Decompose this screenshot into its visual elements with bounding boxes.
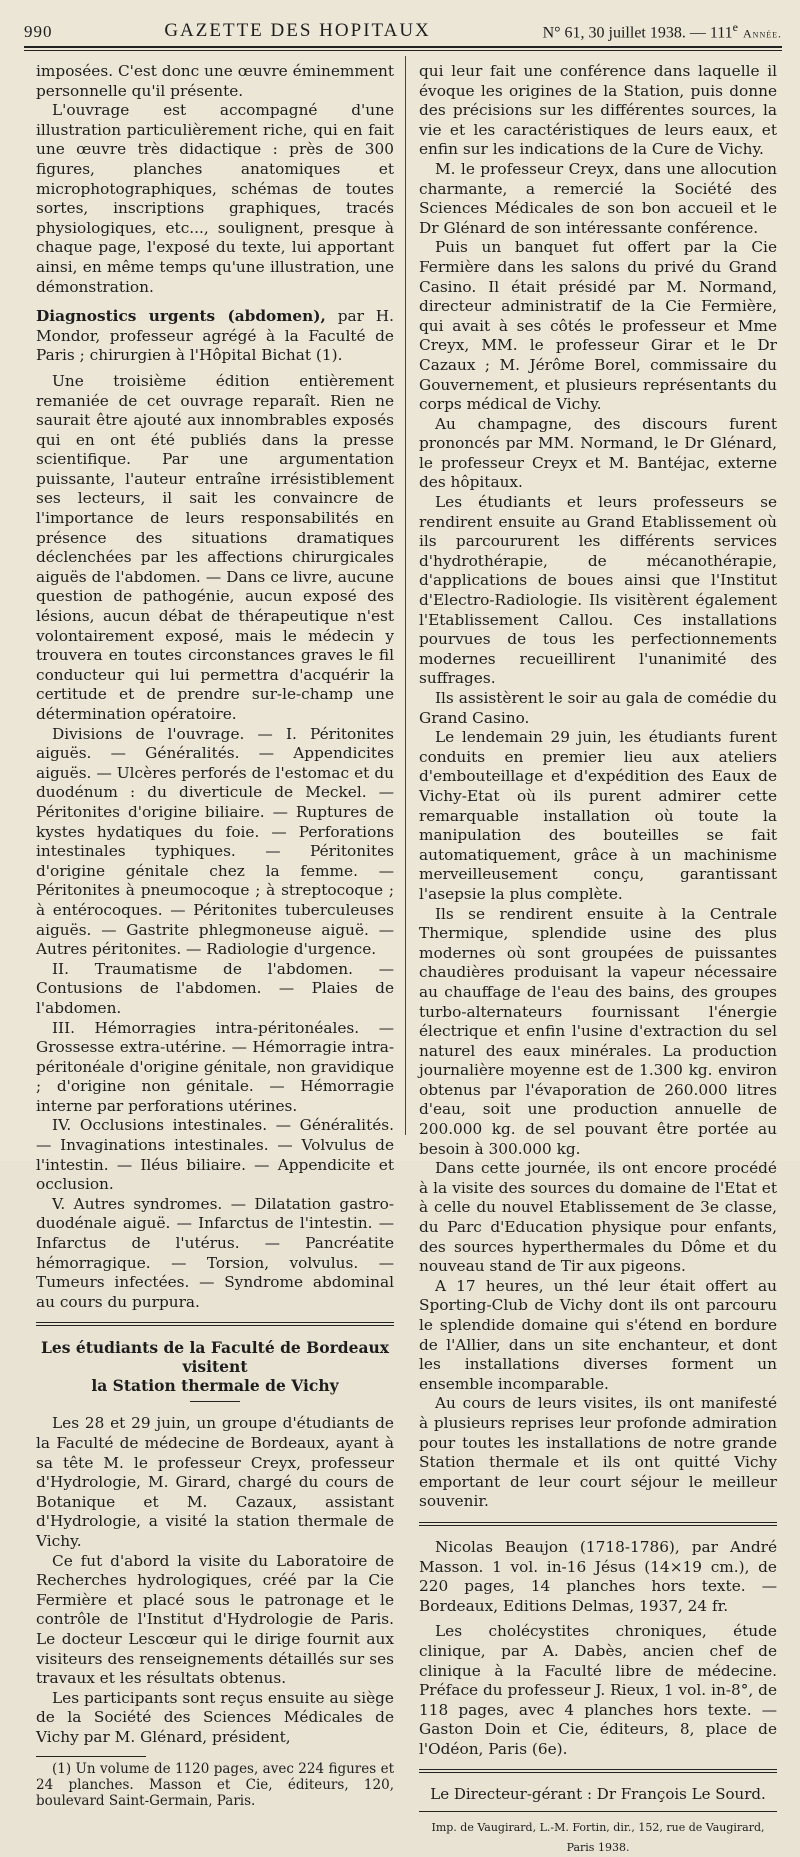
left-column	[36, 62, 394, 1809]
printer-imprint: Imp. de Vaugirard, L.-M. Fortin, dir., 152, rue de Vaugirard, Paris 1938.	[431, 1821, 765, 1854]
paragraph: M. le professeur Creyx, dans une allocution charmante, a remercié la Société des Sciences Médicales de son bon accueil et le Dr Glénard de son intéressante conférence.	[419, 159, 777, 237]
paragraph: Au cours de leurs visites, ils ont manifesté à plusieurs reprises leur profonde admiration pour toutes les installations de notre grande Station thermale et ils ont quitté Vichy emportant de leur court séjour le meilleur souvenir.	[419, 1394, 777, 1511]
paragraph: Dans cette journée, ils ont encore procédé à la visite des sources du domaine de l'Etat et à celle du nouvel Etablissement de 3e classe, du Parc d'Education physique pour enfants, des sources hyperthermales du Dôme et du nouveau stand de Tir aux pigeons.	[419, 1159, 777, 1276]
paragraph: Une troisième édition entièrement remaniée de cet ouvrage reparaît. Rien ne saurait être ajouté aux innombrables exposés qui en ont été publiés dans la presse scientifique. Par une argumentation puissante, l'auteur entraîne irrésistiblement ses lecteurs, il sait les convaincre de l'importance de leurs responsabilités en présence des situations dramatiques déclenchées par les affections chirurgicales aiguës de l'abdomen. — Dans ce livre, aucune question de pathogénie, aucun exposé des lésions, aucun débat de thérapeutique n'est volontairement exposé, mais le médecin y trouvera en toutes circonstances graves le fil conducteur qui lui permettra d'acquérir la certitude et de prendre sur-le-champ une détermination opératoire.	[36, 371, 394, 723]
short-rule	[190, 1401, 240, 1402]
paragraph: Ce fut d'abord la visite du Laboratoire de Recherches hydrologiques, créé par la Cie Fermière et placé sous le patronage et le contrôle de l'Institut d'Hydrologie de Paris. Le docteur Lescœur qui le dirige fournit aux visiteurs des renseignements détaillés sur ses travaux et les résultats obtenus.	[36, 1551, 394, 1688]
paragraph: imposées. C'est donc une œuvre éminemment personnelle qu'il présente.	[36, 62, 394, 100]
paragraph: Les 28 et 29 juin, un groupe d'étudiants de la Faculté de médecine de Bordeaux, ayant à sa tête M. le professeur Creyx, professeur d'Hydrologie, M. Girard, chargé du cours de Botanique et M. Cazaux, assistant d'Hydrologie, a visité la station thermale de Vichy.	[36, 1414, 394, 1550]
imprint-rule	[419, 1811, 777, 1812]
page-header	[24, 6, 782, 42]
right-column	[419, 62, 777, 1854]
paragraph: II. Traumatisme de l'abdomen. — Contusions de l'abdomen. — Plaies de l'abdomen.	[36, 959, 394, 1017]
review-title: Diagnostics urgents (abdomen),	[36, 307, 326, 326]
header-rule-thin	[24, 50, 782, 51]
article-title: Les étudiants de la Faculté de Bordeaux visitent la Station thermale de Vichy	[40, 1338, 390, 1396]
paragraph: L'ouvrage est accompagné d'une illustration particulièrement riche, qui en fait une œuvre très didactique : près de 300 figures, planches anatomiques et microphotographiques, schémas de toutes sortes, inscriptions graphiques, tracés physiologiques, etc..., soulignent, presque à chaque page, l'exposé du texte, lui apportant ainsi, en même temps qu'une illustration, une démonstration.	[36, 101, 394, 296]
paragraph: A 17 heures, un thé leur était offert au Sporting-Club de Vichy dont ils ont parcouru le splendide domaine qui s'étend en bordure de l'Allier, dans un site enchanteur, et dont les installations diverses forment un ensemble incomparable.	[419, 1276, 777, 1393]
section-separator	[36, 1322, 394, 1326]
book-review: Nicolas Beaujon (1718-1786), par André Masson. 1 vol. in-16 Jésus (14×19 cm.), de 220 pages, 14 planches hors texte. — Bordeaux, Editions Delmas, 1937, 24 fr.	[419, 1537, 777, 1615]
footnote: (1) Un volume de 1120 pages, avec 224 figures et 24 planches. Masson et Cie, éditeurs, 120, boulevard Saint-Germain, Paris.	[36, 1760, 394, 1809]
column-divider	[405, 56, 406, 1135]
book-review-heading	[36, 307, 394, 366]
paragraph: Divisions de l'ouvrage. — I. Péritonites aiguës. — Généralités. — Appendicites aiguës. — Ulcères perforés de l'estomac et du duodénum : du diverticule de Meckel. — Péritonites d'origine biliaire. — Ruptures de kystes hydatiques du foie. — Perforations intestinales typhiques. — Péritonites d'origine génitale chez la femme. — Péritonites à pneumocoque ; à streptocoque ; à entérocoques. — Péritonites tuberculeuses aiguës. — Gastrite phlegmoneuse aiguë. — Autres péritonites. — Radiologie d'urgence.	[36, 724, 394, 959]
review-author: par H. Mondor, professeur agrégé à la Faculté de Paris ; chirurgien à l'Hôpital Bichat (1).	[36, 307, 394, 365]
paragraph: V. Autres syndromes. — Dilatation gastro-duodénale aiguë. — Infarctus de l'intestin. — Infarctus de l'utérus. — Pancréatite hémorragique. — Torsion, volvulus. — Tumeurs infectées. — Syndrome abdominal au cours du purpura.	[36, 1194, 394, 1311]
paragraph: Le lendemain 29 juin, les étudiants furent conduits en premier lieu aux ateliers d'embouteillage et d'expédition des Eaux de Vichy-Etat où ils purent admirer cette remarquable installation où toute la manipulation des bouteilles se fait automatiquement, grâce à un machinisme merveilleusement conçu, garantissant l'asepsie la plus complète.	[419, 728, 777, 903]
book-review: Les cholécystites chroniques, étude clinique, par A. Dabès, ancien chef de clinique à la Faculté libre de médecine. Préface du professeur J. Rieux, 1 vol. in-8°, de 118 pages, avec 4 planches hors texte. — Gaston Doin et Cie, éditeurs, 8, place de l'Odéon, Paris (6e).	[419, 1622, 777, 1758]
paragraph: Les étudiants et leurs professeurs se rendirent ensuite au Grand Etablissement où ils parcoururent les différents services d'hydrothérapie, de mécanothérapie, d'applications de boues ainsi que l'Institut d'Electro-Radiologie. Ils visitèrent également l'Etablissement Callou. Ces installations pourvues de tous les perfectionnements modernes recueillirent l'unanimité des suffrages.	[419, 493, 777, 688]
footnote-rule	[36, 1756, 146, 1757]
paragraph: III. Hémorragies intra-péritonéales. — Grossesse extra-utérine. — Hémorragie intra-péritonéale d'origine génitale, non gravidique ; d'origine non génitale. — Hémorragie interne par perforations utérines.	[36, 1018, 394, 1115]
section-separator	[419, 1769, 777, 1773]
paragraph: qui leur fait une conférence dans laquelle il évoque les origines de la Station, puis donne des précisions sur les différentes sources, la vie et les caractéristiques de leurs eaux, et enfin sur les indications de la Cure de Vichy.	[419, 62, 777, 159]
director-signature: Le Directeur-gérant : Dr François Le Sourd.	[430, 1785, 766, 1804]
paragraph: Ils assistèrent le soir au gala de comédie du Grand Casino.	[419, 689, 777, 727]
header-rule	[24, 46, 782, 48]
section-separator	[419, 1522, 777, 1526]
page-number: 990	[24, 22, 53, 41]
paragraph: Ils se rendirent ensuite à la Centrale Thermique, splendide usine des plus modernes où sont groupées de puissantes chaudières produisant la vapeur nécessaire au chauffage de l'eau des bains, des groupes turbo-alternateurs fournissant l'énergie électrique et enfin l'usine d'extraction du sel naturel des eaux minérales. La production journalière moyenne est de 1.300 kg. environ obtenus par l'évaporation de 260.000 litres d'eau, soit une production annuelle de 200.000 kg. de sel pouvant être portée au besoin à 300.000 kg.	[419, 904, 777, 1158]
issue-info: N° 61, 30 juillet 1938. — 111e Année.	[542, 19, 782, 41]
paragraph: Au champagne, des discours furent prononcés par MM. Normand, le Dr Glénard, le professeur Creyx et M. Bantéjac, externe des hôpitaux.	[419, 414, 777, 492]
journal-title: GAZETTE DES HOPITAUX	[164, 20, 431, 41]
paragraph: Puis un banquet fut offert par la Cie Fermière dans les salons du privé du Grand Casino. Il était présidé par M. Normand, directeur administratif de la Cie Fermière, qui avait à ses côtés le professeur et Mme Creyx, MM. le professeur Girar et le Dr Cazaux ; M. Jérôme Borel, commissaire du Gouvernement, et plusieurs représentants du corps médical de Vichy.	[419, 238, 777, 414]
paragraph: IV. Occlusions intestinales. — Généralités. — Invaginations intestinales. — Volvulus de l'intestin. — Iléus biliaire. — Appendicite et occlusion.	[36, 1116, 394, 1194]
paragraph: Les participants sont reçus ensuite au siège de la Société des Sciences Médicales de Vichy par M. Glénard, président,	[36, 1688, 394, 1746]
